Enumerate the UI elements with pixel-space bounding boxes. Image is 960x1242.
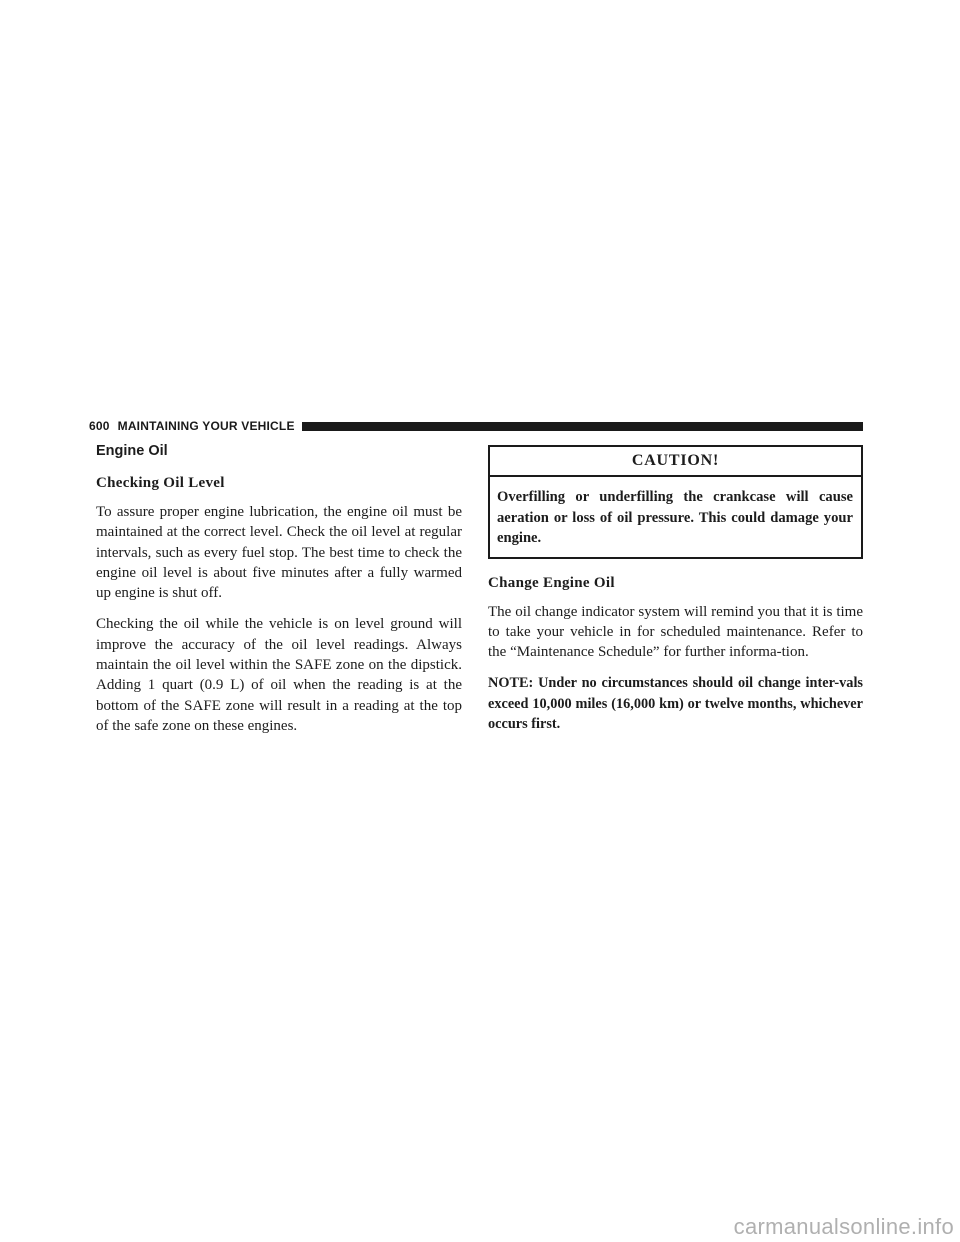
caution-text: Overfilling or underfilling the crankcase will cause aeration or loss of oil pressure. This could damage your engine. [497,489,853,546]
caution-title: CAUTION! [490,447,861,477]
right-column [488,442,863,735]
watermark: carmanualsonline.info [733,1214,954,1239]
caution-box [488,445,863,559]
paragraph: The oil change indicator system will remind you that it is time to take your vehicle in for scheduled maintenance. Refer to the “Maintenance Schedule” for further informa-tion. [488,603,863,661]
section-title: MAINTAINING YOUR VEHICLE [117,419,295,433]
left-column [96,442,462,747]
header-rule [302,422,863,431]
paragraph: To assure proper engine lubrication, the engine oil must be maintained at the correct level. Check the oil level at regular intervals, such as every fuel stop. The best time to check the engine oil level is about five minutes after a fully warmed up engine is shut off. [96,504,462,602]
section-heading: Engine Oil [96,443,168,459]
subheading-change-engine-oil: Change Engine Oil [488,574,615,591]
note: NOTE: Under no circumstances should oil change inter-vals exceed 10,000 miles (16,000 km) or twelve months, whichever occurs first. [488,675,863,733]
page-number: 600 [89,419,110,433]
paragraph: Checking the oil while the vehicle is on level ground will improve the accuracy of the oil level readings. Always maintain the oil level within the SAFE zone on the dipstick. Adding 1 quart (0.9 L) of oil when the reading is at the bottom of the SAFE zone will result in a reading at the top of the safe zone on these engines. [96,616,462,734]
page-header [89,419,863,433]
subheading-checking-oil-level: Checking Oil Level [96,475,225,491]
